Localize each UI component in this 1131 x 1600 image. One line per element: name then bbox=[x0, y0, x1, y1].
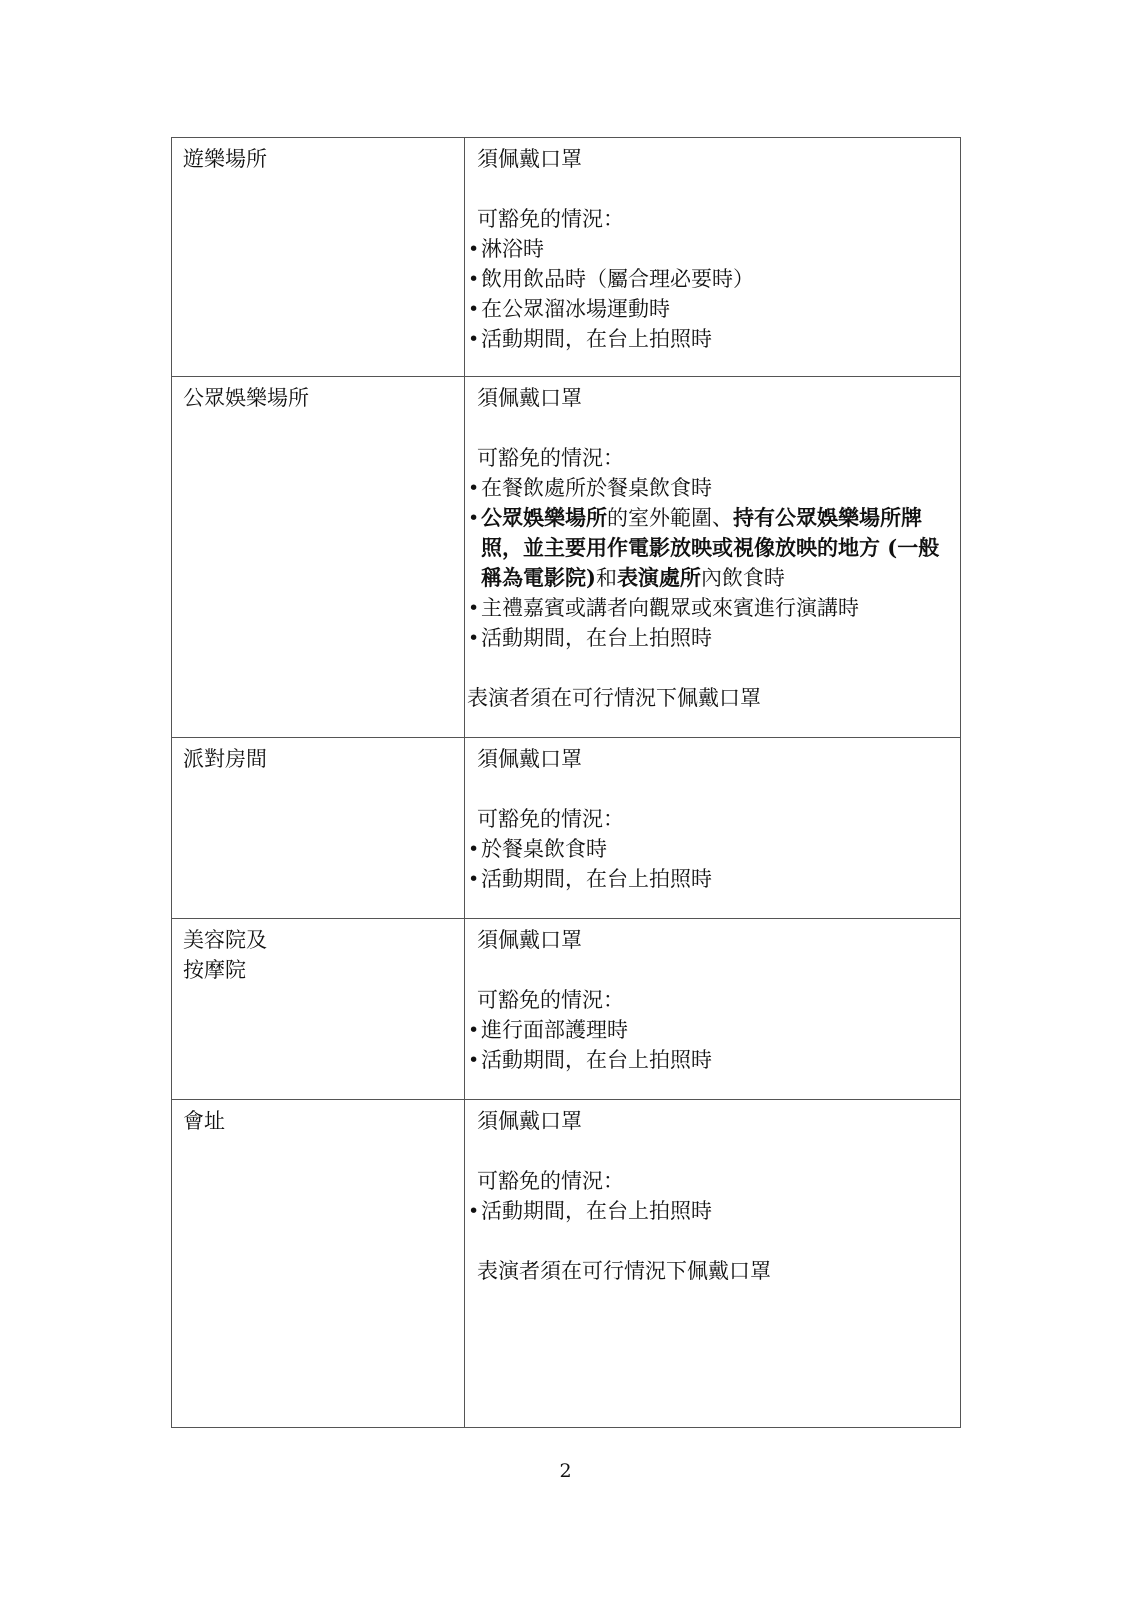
list-item: • 活動期間，在台上拍照時 bbox=[467, 623, 950, 653]
list-item: • 公眾娛樂場所的室外範圍、持有公眾娛樂場所牌照，並主要用作電影放映或視像放映的地方 (一般稱為電影院)和表演處所內飲食時 bbox=[467, 503, 950, 593]
performer-note: 表演者須在可行情況下佩戴口罩 bbox=[477, 1259, 771, 1283]
list-item: • 進行面部護理時 bbox=[467, 1015, 950, 1045]
list-item: • 主禮嘉賓或講者向觀眾或來賓進行演講時 bbox=[467, 593, 950, 623]
exempt-heading: 可豁免的情況： bbox=[477, 1169, 624, 1193]
page-number: 2 bbox=[559, 1460, 572, 1482]
requirement-text: 須佩戴口罩 bbox=[477, 928, 582, 952]
exempt-heading: 可豁免的情況： bbox=[477, 207, 624, 231]
venue-name: 美容院及 bbox=[183, 928, 267, 952]
bold-term: 持有公眾娛樂場所牌照，並主要用作電影放映或視像放映的地方 (一般稱為電影院) bbox=[481, 505, 940, 590]
exempt-heading: 可豁免的情況： bbox=[477, 988, 624, 1012]
requirement-cell bbox=[465, 1100, 961, 1428]
venue-cell bbox=[172, 919, 465, 1100]
exemption-list bbox=[467, 234, 950, 354]
table-row bbox=[172, 919, 961, 1100]
list-item: • 於餐桌飲食時 bbox=[467, 834, 950, 864]
list-item: • 在公眾溜冰場運動時 bbox=[467, 294, 950, 324]
venue-name: 會址 bbox=[183, 1109, 225, 1133]
venue-cell bbox=[172, 738, 465, 919]
table-row bbox=[172, 377, 961, 738]
venue-cell bbox=[172, 138, 465, 377]
bold-term: 表演處所 bbox=[616, 565, 701, 590]
venue-cell bbox=[172, 377, 465, 738]
requirement-text: 須佩戴口罩 bbox=[477, 1109, 582, 1133]
requirement-text: 須佩戴口罩 bbox=[477, 747, 582, 771]
venue-name: 遊樂場所 bbox=[183, 147, 267, 171]
list-item: • 飲用飲品時（屬合理必要時） bbox=[467, 264, 950, 294]
venue-name: 派對房間 bbox=[183, 747, 267, 771]
list-item: • 活動期間，在台上拍照時 bbox=[467, 1045, 950, 1075]
requirement-text: 須佩戴口罩 bbox=[477, 147, 582, 171]
exemption-list bbox=[467, 1196, 950, 1226]
performer-note: 表演者須在可行情況下佩戴口罩 bbox=[467, 686, 761, 710]
venue-name: 公眾娛樂場所 bbox=[183, 386, 309, 410]
list-item: • 淋浴時 bbox=[467, 234, 950, 264]
list-item: • 活動期間，在台上拍照時 bbox=[467, 864, 950, 894]
requirement-cell bbox=[465, 919, 961, 1100]
table-row bbox=[172, 138, 961, 377]
exemption-list bbox=[467, 1015, 950, 1075]
list-item: • 活動期間，在台上拍照時 bbox=[467, 324, 950, 354]
list-item: • 在餐飲處所於餐桌飲食時 bbox=[467, 473, 950, 503]
requirement-cell bbox=[465, 377, 961, 738]
requirement-cell bbox=[465, 738, 961, 919]
mask-requirements-table bbox=[171, 137, 961, 1428]
list-item: • 活動期間，在台上拍照時 bbox=[467, 1196, 950, 1226]
bold-term: 公眾娛樂場所 bbox=[481, 505, 607, 530]
table-row bbox=[172, 738, 961, 919]
table-row bbox=[172, 1100, 961, 1428]
exempt-heading: 可豁免的情況： bbox=[477, 807, 624, 831]
requirement-text: 須佩戴口罩 bbox=[477, 386, 582, 410]
exemption-list bbox=[467, 834, 950, 894]
venue-name: 按摩院 bbox=[183, 958, 246, 982]
exemption-list bbox=[467, 473, 950, 653]
requirement-cell bbox=[465, 138, 961, 377]
venue-cell bbox=[172, 1100, 465, 1428]
exempt-heading: 可豁免的情況： bbox=[477, 446, 624, 470]
